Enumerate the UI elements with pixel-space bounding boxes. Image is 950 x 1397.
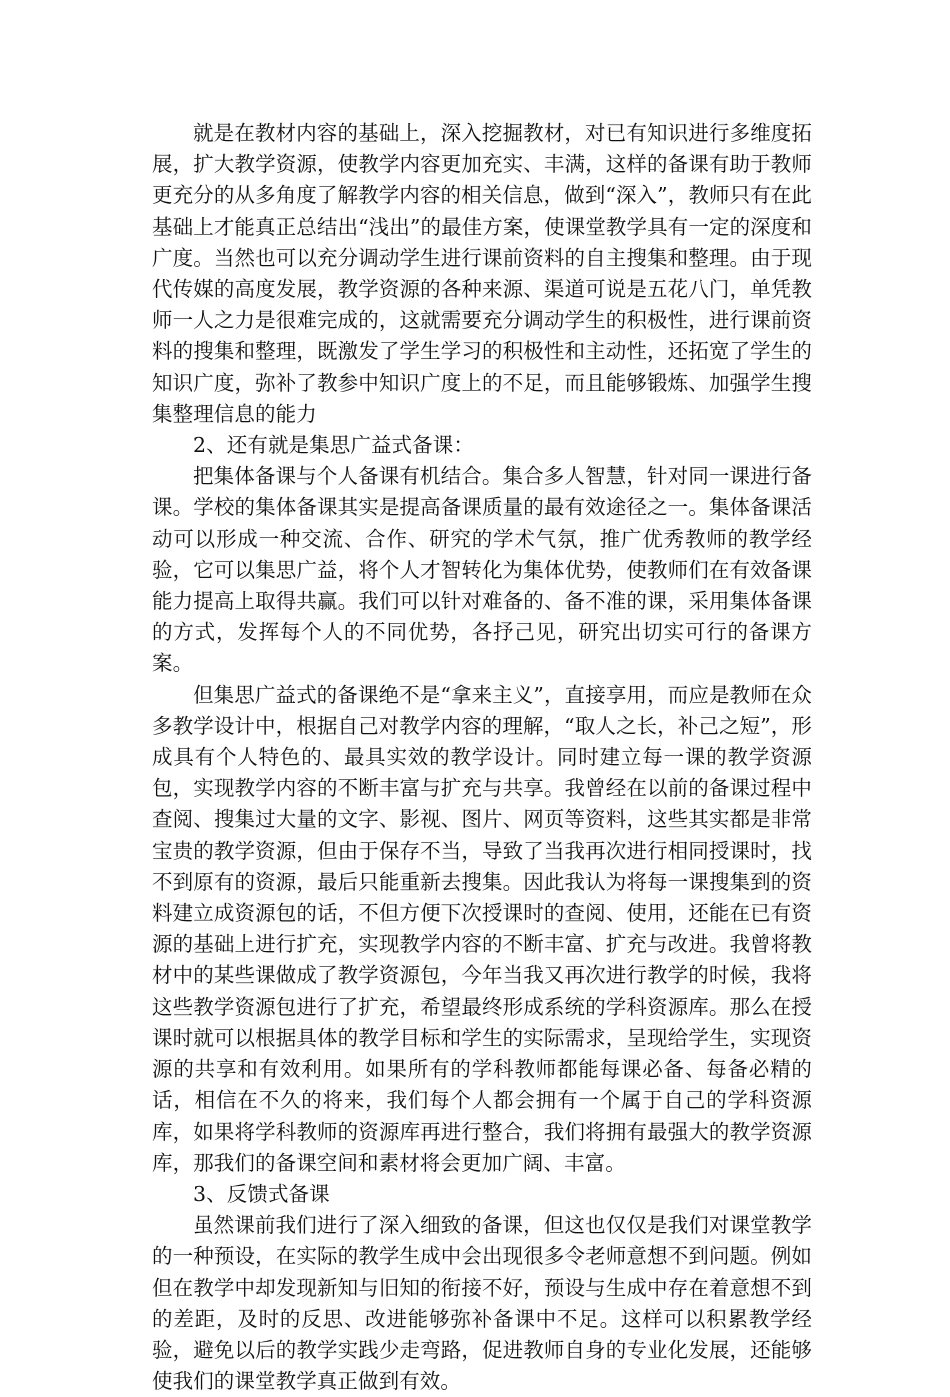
paragraph-collective-prep: 把集体备课与个人备课有机结合。集合多人智慧，针对同一课进行备课。学校的集体备课其实是提高备课质量的最有效途径之一。集体备课活动可以形成一种交流、合作、研究的学术气氛，推广优秀教师的教学经验，它可以集思广益，将个人才智转化为集体优势，使教师们在有效备课能力提高上取得共赢。我们可以针对难备的、备不准的课，采用集体备课的方式，发挥每个人的不同优势，各抒己见，研究出切实可行的备课方案。 — [152, 464, 812, 676]
paragraph-resource-expansion: 就是在教材内容的基础上，深入挖掘教材，对已有知识进行多维度拓展，扩大教学资源，使教学内容更加充实、丰满，这样的备课有助于教师更充分的从多角度了解教学内容的相关信息，做到“深入”，教师只有在此基础上才能真正总结出“浅出”的最佳方案，使课堂教学具有一定的深度和广度。当然也可以充分调动学生进行课前资料的自主搜集和整理。由于现代传媒的高度发展，教学资源的各种来源、渠道可说是五花八门，单凭教师一人之力是很难完成的，这就需要充分调动学生的积极性，进行课前资料的搜集和整理，既激发了学生学习的积极性和主动性，还拓宽了学生的知识广度，弥补了教参中知识广度上的不足，而且能够锻炼、加强学生搜集整理信息的能力 — [152, 121, 812, 426]
section-heading-feedback-lesson-prep: 3、反馈式备课 — [193, 1181, 330, 1206]
document-body — [152, 118, 812, 1397]
paragraph-feedback-prep: 虽然课前我们进行了深入细致的备课，但这也仅仅是我们对课堂教学的一种预设，在实际的教学生成中会出现很多令老师意想不到问题。例如但在教学中却发现新知与旧知的衔接不好，预设与生成中存在着意想不到的差距，及时的反思、改进能够弥补备课中不足。这样可以积累教学经验，避免以后的教学实践少走弯路，促进教师自身的专业化发展，还能够使我们的课堂教学真正做到有效。 — [152, 1213, 812, 1394]
paragraph-resource-package: 但集思广益式的备课绝不是“拿来主义”，直接享用，而应是教师在众多教学设计中，根据自己对教学内容的理解，“取人之长，补己之短”，形成具有个人特色的、最具实效的教学设计。同时建立每一课的教学资源包，实现教学内容的不断丰富与扩充与共享。我曾经在以前的备课过程中查阅、搜集过大量的文字、影视、图片、网页等资料，这些其实都是非常宝贵的教学资源，但由于保存不当，导致了当我再次进行相同授课时，找不到原有的资源，最后只能重新去搜集。因此我认为将每一课搜集到的资料建立成资源包的话，不但方便下次授课时的查阅、使用，还能在已有资源的基础上进行扩充，实现教学内容的不断丰富、扩充与改进。我曾将教材中的某些课做成了教学资源包，今年当我又再次进行教学的时候，我将这些教学资源包进行了扩充，希望最终形成系统的学科资源库。那么在授课时就可以根据具体的教学目标和学生的实际需求，呈现给学生，实现资源的共享和有效利用。如果所有的学科教师都能每课必备、每备必精的话，相信在不久的将来，我们每个人都会拥有一个属于自己的学科资源库，如果将学科教师的资源库再进行整合，我们将拥有最强大的教学资源库，那我们的备课空间和素材将会更加广阔、丰富。 — [152, 682, 812, 1175]
section-heading-collective-lesson-prep: 2、还有就是集思广益式备课： — [193, 433, 474, 458]
